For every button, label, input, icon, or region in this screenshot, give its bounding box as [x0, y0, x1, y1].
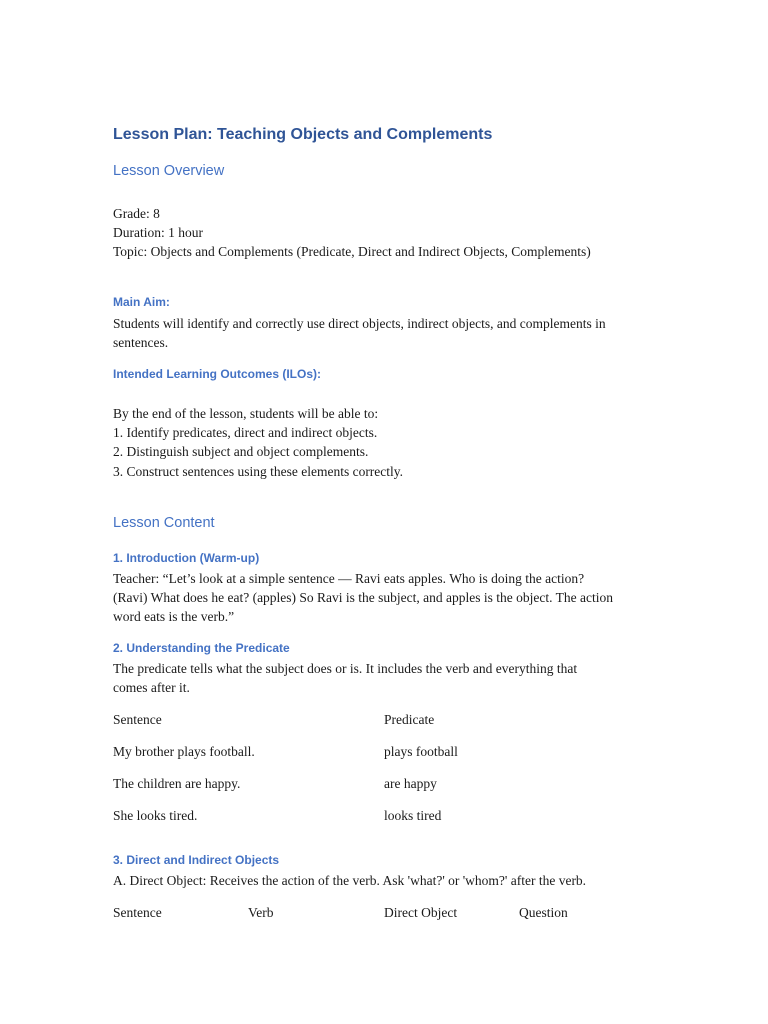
table-header-cell: Predicate: [384, 712, 435, 727]
table-cell: plays football: [384, 744, 458, 759]
lesson-content-heading: Lesson Content: [113, 515, 215, 531]
document-title: Lesson Plan: Teaching Objects and Complements: [113, 126, 493, 143]
table-header-cell: Direct Object: [384, 905, 458, 920]
table-header-cell: Question: [519, 905, 568, 920]
introduction-line: (Ravi) What does he eat? (apples) So Ravi is the subject, and apples is the object. The action: [113, 590, 613, 605]
table-row: [113, 742, 673, 762]
table-header-cell: Sentence: [113, 905, 162, 920]
table-cell: My brother plays football.: [113, 744, 255, 759]
direct-object-line: A. Direct Object: Receives the action of the verb. Ask 'what?' or 'whom?' after the verb.: [113, 873, 587, 888]
ilos-heading: Intended Learning Outcomes (ILOs):: [113, 367, 322, 381]
lesson-overview-heading: Lesson Overview: [113, 163, 225, 179]
table-cell: She looks tired.: [113, 808, 198, 823]
ilo-item: 2. Distinguish subject and object complements.: [113, 444, 369, 459]
table-cell: The children are happy.: [113, 776, 241, 791]
objects-heading: 3. Direct and Indirect Objects: [113, 853, 280, 867]
topic-text: Topic: Objects and Complements (Predicate, Direct and Indirect Objects, Complements): [113, 244, 591, 259]
predicate-line: The predicate tells what the subject does or is. It includes the verb and everything that: [113, 661, 578, 676]
table-row: [113, 806, 673, 826]
main-aim-line-1: Students will identify and correctly use direct objects, indirect objects, and complements in: [113, 316, 606, 331]
predicate-line: comes after it.: [113, 680, 190, 695]
table-row: [113, 774, 673, 794]
table-header-cell: Sentence: [113, 712, 162, 727]
direct-object-table-header: [113, 903, 673, 923]
predicate-table-header: [113, 710, 673, 730]
duration-text: Duration: 1 hour: [113, 225, 203, 240]
introduction-heading: 1. Introduction (Warm-up): [113, 551, 260, 565]
introduction-line: word eats is the verb.”: [113, 609, 235, 624]
main-aim-heading: Main Aim:: [113, 295, 170, 309]
table-cell: are happy: [384, 776, 437, 791]
table-cell: looks tired: [384, 808, 442, 823]
ilo-item: 3. Construct sentences using these elements correctly.: [113, 464, 404, 479]
main-aim-line-2: sentences.: [113, 335, 169, 350]
table-header-cell: Verb: [248, 905, 274, 920]
grade-text: Grade: 8: [113, 206, 160, 221]
introduction-line: Teacher: “Let’s look at a simple sentence — Ravi eats apples. Who is doing the action?: [113, 571, 585, 586]
predicate-heading: 2. Understanding the Predicate: [113, 641, 290, 655]
ilo-item: 1. Identify predicates, direct and indirect objects.: [113, 425, 378, 440]
ilos-intro: By the end of the lesson, students will be able to:: [113, 406, 379, 421]
